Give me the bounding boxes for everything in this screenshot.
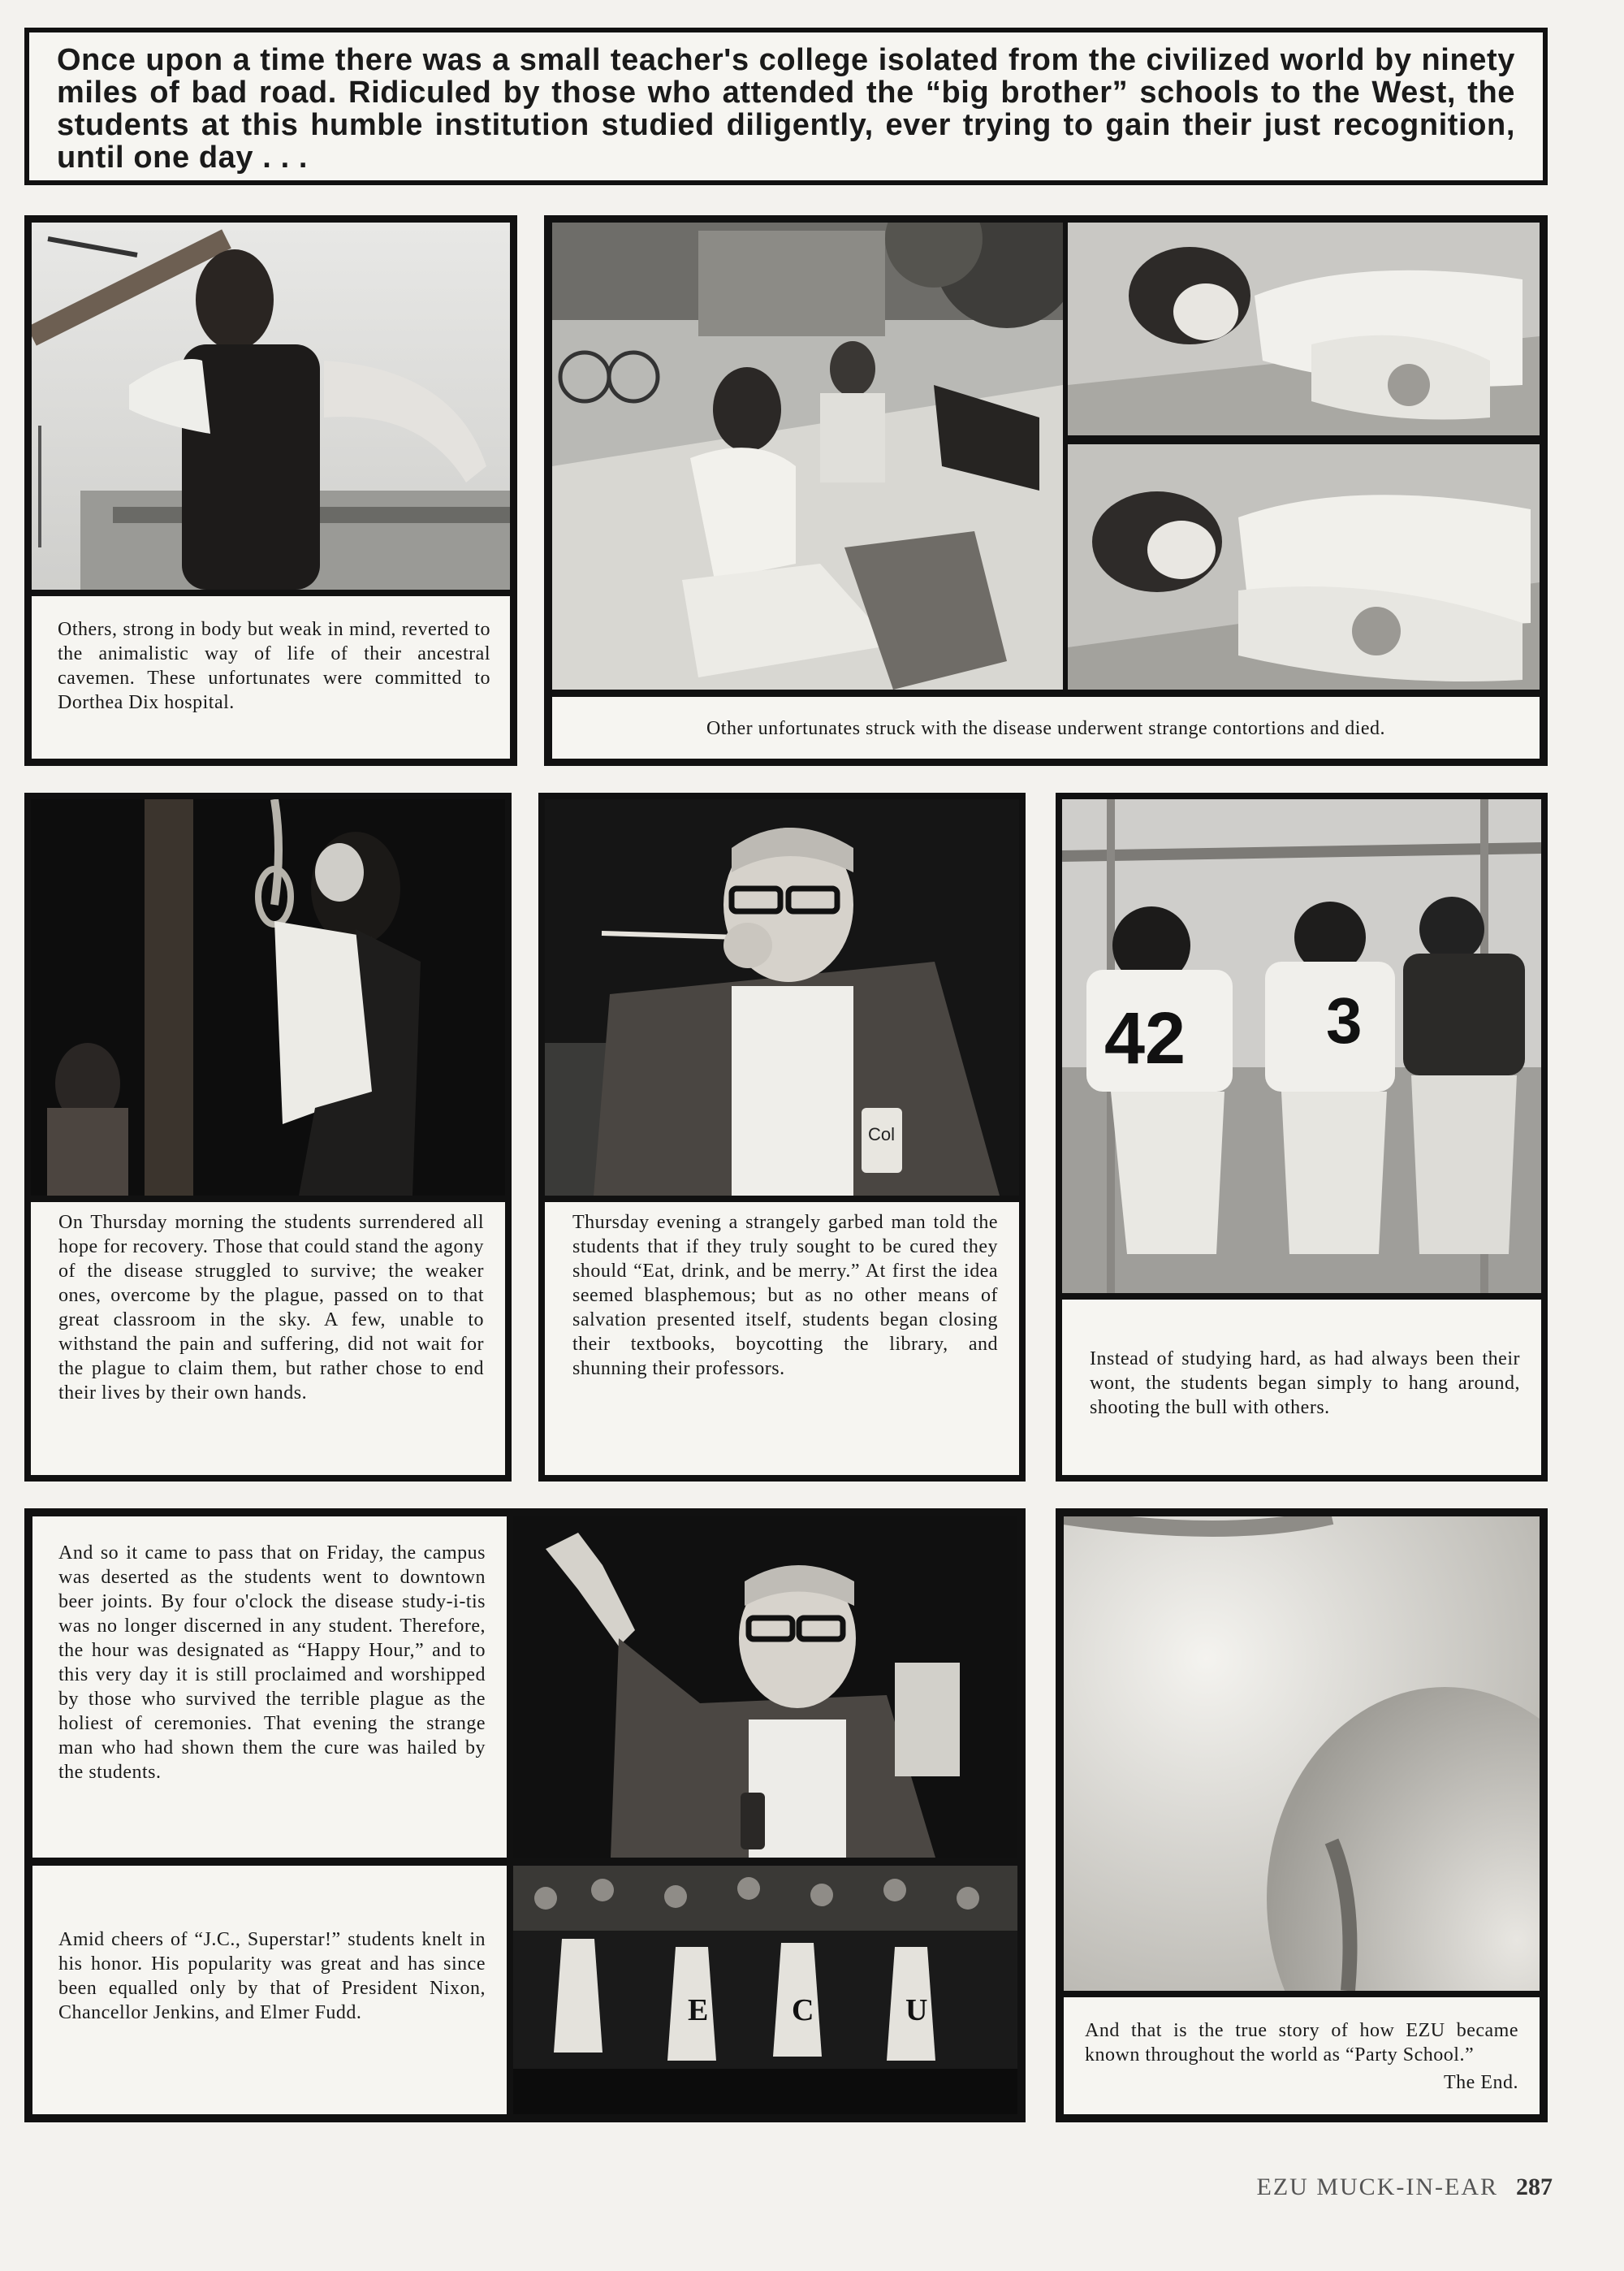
- photo-closeup: [1064, 1516, 1540, 1991]
- photo-football-players: [1062, 799, 1541, 1293]
- caption-contortions: [552, 697, 1540, 759]
- photo-contortion-bottom: [1068, 444, 1540, 690]
- photo-waving-man: [513, 1516, 1017, 1858]
- jersey-3: 3: [1326, 984, 1363, 1057]
- caption-thursday-evening: [545, 1202, 1019, 1475]
- caption-thursday-morning: [31, 1202, 505, 1475]
- caption-thursday-morning-text: On Thursday morning the students surrendered all hope for recovery. Those that could stand the agony of the disease struggled to survive; the weaker ones, overcome by the plague, passed on to that great classroom in the sky. A few, unable to withstand the pain and suffering, did not wait for the plague to claim them, but rather chose to end their lives by their own hands.: [58, 1212, 484, 1404]
- caption-party-school-text: And that is the true story of how EZU became known throughout the world as “Party School.”: [1085, 2020, 1518, 2066]
- photo-contortion-top: [1068, 223, 1540, 435]
- panel-contortions: [544, 215, 1548, 766]
- intro-text: Once upon a time there was a small teacher's college isolated from the civilized world by ninety miles of bad road. Ridiculed by those who attended the “big brother” schools to the West, the students at this humble institution studied diligently, ever trying to gain their just recognition, until one day . . .: [57, 43, 1515, 175]
- caption-superstar: [32, 1866, 507, 2114]
- caption-friday-text: And so it came to pass that on Friday, the campus was deserted as the students went to downtown beer joints. By four o'clock the disease study-i-tis was no longer discerned in any student. Therefore, the hour was designated as “Happy Hour,” and to this very day it is still proclaimed and worshipped by those who survived the terrible plague as the holiest of ceremonies. That evening the strange man who had shown them the cure was hailed by the students.: [58, 1542, 486, 1783]
- can-label: Col: [868, 1124, 896, 1144]
- photo-strange-man: [545, 799, 1019, 1196]
- panel-party-school: [1056, 1508, 1548, 2122]
- page-footer: [1257, 2174, 1553, 2201]
- cheer-letter-c: C: [792, 1993, 814, 2027]
- caption-party-school: [1064, 1997, 1540, 2114]
- panel-thursday-evening: [538, 793, 1026, 1482]
- page-number: 287: [1516, 2174, 1553, 2200]
- panel-cavemen: [24, 215, 517, 766]
- photo-cheerleaders: [513, 1866, 1017, 2114]
- caption-hang-around-text: Instead of studying hard, as had always been their wont, the students began simply to hang around, shooting the bull with others.: [1090, 1348, 1520, 1418]
- panel-hang-around: [1056, 793, 1548, 1482]
- caption-superstar-text: Amid cheers of “J.C., Superstar!” students knelt in his honor. His popularity was great and has since been equalled only by that of President Nixon, Chancellor Jenkins, and Elmer Fudd.: [58, 1929, 486, 2023]
- caption-hang-around: [1062, 1300, 1541, 1475]
- jersey-42: 42: [1104, 998, 1186, 1079]
- panel-thursday-morning: [24, 793, 512, 1482]
- intro-box: [24, 28, 1548, 185]
- cheer-letter-e: E: [688, 1993, 709, 2027]
- photo-caveman: [32, 223, 510, 590]
- publication-name: EZU MUCK-IN-EAR: [1256, 2174, 1498, 2200]
- photo-hanging: [31, 799, 505, 1196]
- cheer-letter-u: U: [905, 1993, 928, 2027]
- the-end: The End.: [1444, 2072, 1518, 2093]
- panel-happy-hour: [24, 1508, 1026, 2122]
- caption-cavemen: [32, 596, 510, 759]
- photo-campus-walk: [552, 223, 1063, 690]
- caption-thursday-evening-text: Thursday evening a strangely garbed man told the students that if they truly sought to be cured they should “Eat, drink, and be merry.” At first the idea seemed blasphemous; but as no other means of salvation presented itself, students began closing their textbooks, boycotting the library, and shunning their professors.: [572, 1212, 998, 1379]
- caption-cavemen-text: Others, strong in body but weak in mind, reverted to the animalistic way of life of their ancestral cavemen. These unfortunates were committed to Dorthea Dix hospital.: [58, 619, 490, 713]
- caption-contortions-text: Other unfortunates struck with the disease underwent strange contortions and died.: [706, 718, 1386, 739]
- caption-friday: [32, 1516, 507, 1858]
